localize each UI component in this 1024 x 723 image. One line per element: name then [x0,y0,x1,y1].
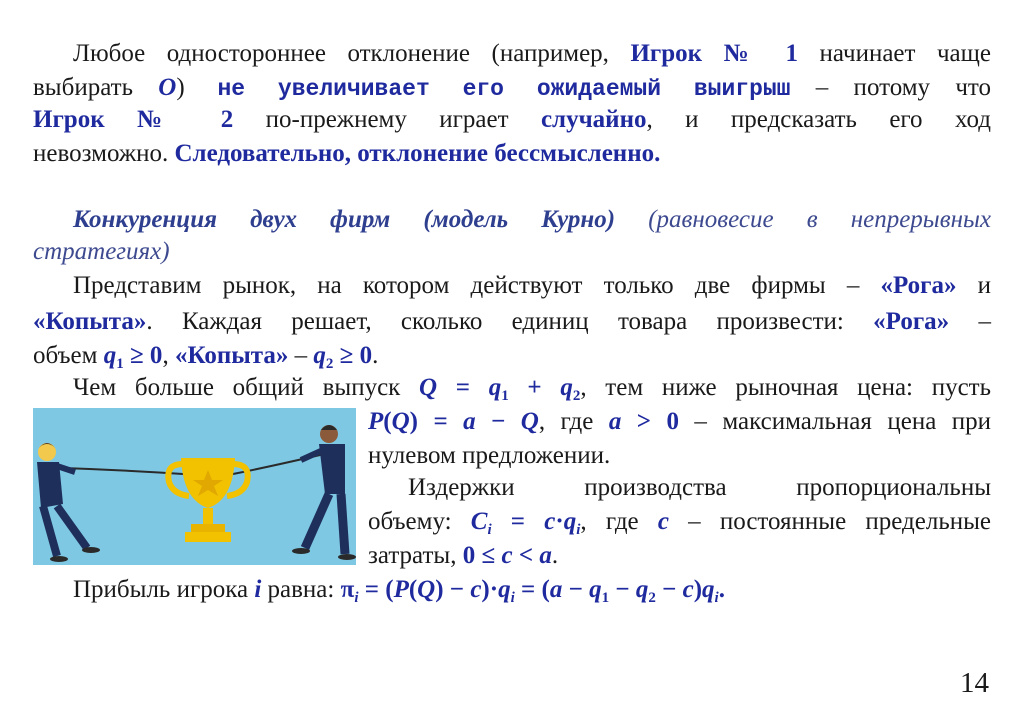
text: выбирать [33,74,159,101]
formula: c [501,542,513,569]
text: , где [580,508,658,535]
formula: P [368,408,384,435]
formula: ≥ 0 [333,342,373,369]
section-heading-line-2 [33,236,170,268]
firm-kopyta: «Копыта» [174,342,289,369]
firm-kopyta: «Копыта» [33,308,147,335]
firm-roga: «Рога» [880,272,957,299]
formula: C [470,508,488,535]
formula: q [103,342,117,369]
formula: c [682,576,694,603]
strategy-o: O [158,74,177,101]
formula-subscript: 1 [116,356,124,372]
paragraph-5 [73,574,725,606]
text: Представим рынок, на котором действуют только две фирмы – [73,272,881,299]
tug-of-war-trophy-icon [33,408,356,565]
text: и [956,272,991,299]
randomly-label: случайно [540,106,647,133]
formula-subscript: 2 [648,590,656,606]
text: по-прежнему играет [233,106,541,133]
firm-roga: «Рога» [873,308,950,335]
text: , [162,342,175,369]
formula: = ( [358,576,394,603]
text: , и предсказать его ход [646,106,992,133]
formula: a [539,542,552,569]
player-1-label: Игрок № 1 [630,40,798,67]
paragraph-3-line-3 [368,440,610,472]
formula: Q [417,576,436,603]
text: – максимальная цена при [678,408,991,435]
formula: c [470,576,482,603]
formula: ( [408,576,418,603]
text: – постоянные предельные [668,508,992,535]
formula: − [655,576,683,603]
paragraph-4-line-1 [408,472,991,504]
formula: = [437,374,489,401]
text: Прибыль игрока [73,576,255,603]
paragraph-4-line-2 [368,506,991,538]
text: , тем ниже рыночная цена: пусть [580,374,991,401]
paragraph-1-line-2 [33,72,991,105]
formula-subscript: i [576,522,581,538]
formula: i [254,576,262,603]
formula: c [544,508,556,535]
text: Чем больше общий выпуск [73,374,420,401]
paragraph-2-line-3 [33,340,378,372]
formula: ) [693,576,703,603]
formula: q [635,576,649,603]
formula: . [718,576,725,603]
formula-subscript: 1 [501,388,509,404]
text: Издержки производства пропорциональны [408,474,991,501]
formula: q [702,576,715,603]
formula: π [340,576,355,603]
paragraph-1-line-4 [33,138,660,170]
formula: = ( [514,576,550,603]
section-note: (равновесие в непрерывных [615,206,991,233]
formula: · [555,508,564,535]
text: невозможно. [33,140,175,167]
text: начинает чаще [798,40,991,67]
formula: = [491,508,545,535]
formula: a [463,408,476,435]
text: – [288,342,314,369]
formula-subscript: 2 [572,388,581,404]
text: – [949,308,991,335]
formula: q [563,508,577,535]
formula: q [313,342,326,369]
formula: q [589,576,602,603]
formula: Q [391,408,410,435]
formula: ) = [409,408,464,435]
formula-subscript: 2 [325,356,334,372]
section-title: Конкуренция двух фирм (модель Курно) [73,206,616,233]
formula: c [657,508,669,535]
text: ) [176,74,185,101]
formula-subscript: i [510,590,515,606]
formula: ≥ 0 [123,342,163,369]
formula: + [508,374,561,401]
formula: a [608,408,622,435]
formula: Q [520,408,539,435]
formula: a [549,576,563,603]
formula: Q [419,374,438,401]
formula-subscript: i [487,522,492,538]
formula: − [475,408,521,435]
formula: − [562,576,590,603]
paragraph-4-line-3 [368,540,558,572]
text: нулевом предложении. [368,442,611,469]
paragraph-2-line-2 [33,306,991,338]
paragraph-1-line-3 [33,104,991,136]
text: Любое одностороннее отклонение (например, [73,40,631,67]
formula-subscript: i [714,590,719,606]
text: – потому что [790,74,991,101]
formula: > 0 [621,408,679,435]
formula: ) − [435,576,471,603]
formula: < [512,542,540,569]
formula: P [393,576,409,603]
emphasis-text: не увеличивает его ожидаемый выигрыш [184,76,791,102]
text: . Каждая решает, сколько единиц товара произвести: [146,308,874,335]
paragraph-3-line-1 [73,372,991,404]
formula: q [498,576,511,603]
paragraph-1-line-1 [73,38,991,70]
conclusion-text: Следовательно, отклонение бессмысленно. [174,140,661,167]
paragraph-2-line-1 [73,270,991,302]
player-2-label: Игрок № 2 [33,106,234,133]
text: , где [538,408,609,435]
paragraph-3-line-2 [368,406,991,438]
text: . [551,542,559,569]
text: равна: [261,576,341,603]
formula: 0 ≤ [462,542,502,569]
section-heading-line-1 [73,204,991,236]
text: объем [33,342,104,369]
text: затраты, [368,542,463,569]
formula: ( [383,408,392,435]
formula: )· [481,576,499,603]
text: объему: [368,508,471,535]
page-number: 14 [960,667,989,699]
formula: q [560,374,573,401]
formula: − [609,576,636,603]
text: . [372,342,379,369]
formula-subscript: i [354,590,359,606]
section-note: стратегиях) [33,238,170,265]
formula: q [488,374,502,401]
formula-subscript: 1 [601,590,610,606]
